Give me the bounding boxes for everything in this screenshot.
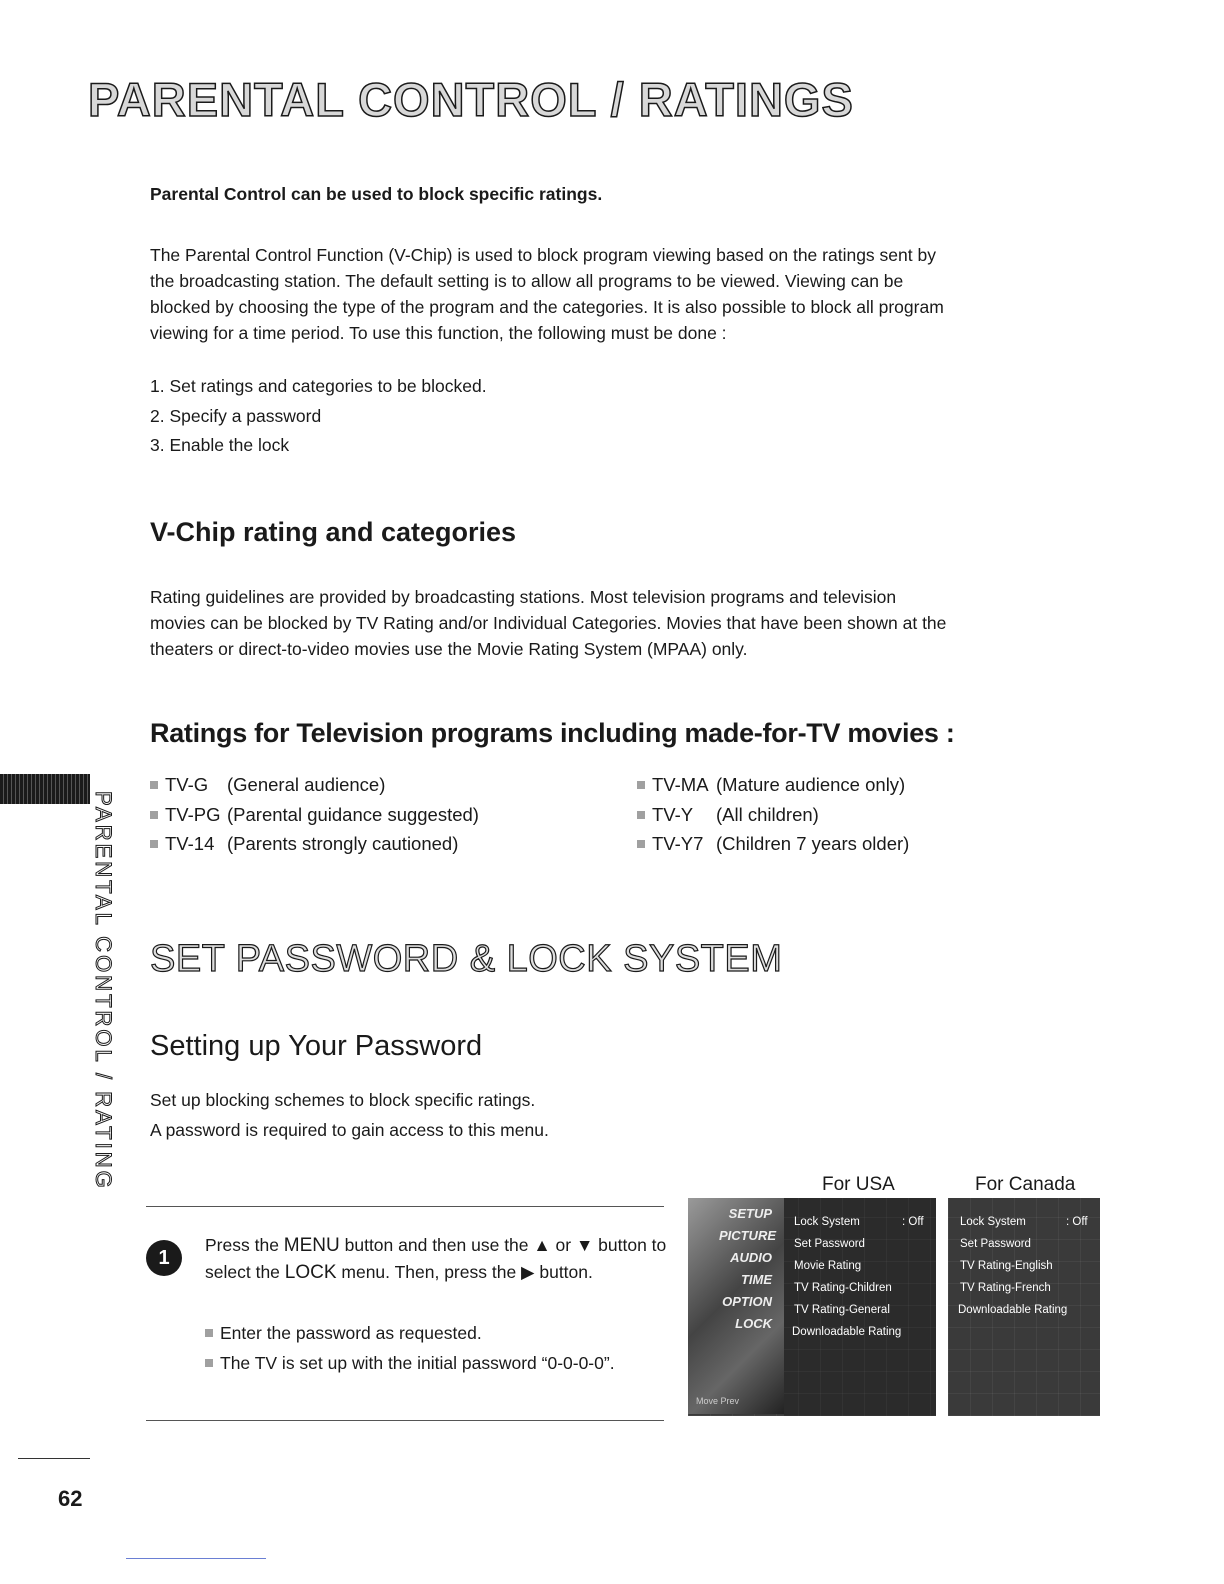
menu-item-tv-rating-french[interactable]: TV Rating-French [960, 1282, 1051, 1294]
menu-item-lock-system[interactable]: Lock System [794, 1216, 860, 1228]
step-number-badge: 1 [146, 1240, 182, 1276]
menu-item-set-password[interactable]: Set Password [794, 1238, 865, 1250]
tab-picture: PICTURE [718, 1228, 776, 1243]
rating-item: TV-Y (All children) [637, 800, 909, 830]
rating-item: TV-PG (Parental guidance suggested) [150, 800, 479, 830]
intro-steps [150, 372, 487, 461]
lock-system-value: : Off [902, 1216, 924, 1228]
page-number: 62 [58, 1486, 83, 1511]
intro-body: The Parental Control Function (V-Chip) is used to block program viewing based on the ratings sent by the broadcasting station. The default setting is to allow all programs to be viewed. Viewing can be blocked by choosing the type of the program and the categories. It is also possible to block all program viewing for a time period. To use this function, the following must be done : [150, 245, 944, 343]
intro-lead: Parental Control can be used to block specific ratings. [150, 184, 603, 204]
menu-footer: Move Prev [696, 1396, 740, 1406]
side-tab-marker [0, 774, 90, 804]
bullet-icon [637, 840, 645, 848]
tab-audio: AUDIO [730, 1250, 772, 1265]
ratings-right-list [637, 770, 909, 859]
menu-item-lock-system[interactable]: Lock System [960, 1216, 1026, 1228]
section-title: SET PASSWORD & LOCK SYSTEM [150, 938, 783, 980]
footer-divider [18, 1458, 90, 1459]
divider [146, 1206, 664, 1207]
tab-time: TIME [740, 1272, 772, 1287]
menu-item-tv-rating-children[interactable]: TV Rating-Children [794, 1282, 892, 1294]
divider [146, 1420, 664, 1421]
rating-item: TV-14 (Parents strongly cautioned) [150, 829, 479, 859]
menu-item-set-password[interactable]: Set Password [960, 1238, 1031, 1250]
section-subheading: Setting up Your Password [150, 1030, 483, 1062]
vchip-heading: V-Chip rating and categories [150, 517, 517, 547]
scan-mark [126, 1558, 266, 1559]
usa-label: For USA [822, 1174, 895, 1195]
usa-menu-panel [784, 1198, 936, 1416]
step-note: Enter the password as requested. [205, 1318, 615, 1348]
bullet-icon [205, 1359, 213, 1367]
ratings-left-list [150, 770, 479, 859]
step-notes [205, 1318, 615, 1378]
usa-lock-menu-screen [688, 1198, 936, 1416]
step-instruction: Press the MENU button and then use the ▲ or ▼ button to select the LOCK menu. Then, press the ▶ button. [205, 1235, 667, 1283]
section-description: Set up blocking schemes to block specific ratings. A password is required to gain access to this menu. [150, 1090, 549, 1140]
intro-step: 2. Specify a password [150, 405, 322, 426]
menu-item-downloadable-rating[interactable]: Downloadable Rating [958, 1304, 1068, 1316]
intro-step: 3. Enable the lock [150, 435, 290, 455]
page-title: PARENTAL CONTROL / RATINGS [88, 73, 854, 126]
vchip-body: Rating guidelines are provided by broadcasting stations. Most television programs and television movies can be blocked by TV Rating and/or Individual Categories. Movies that have been shown at the theaters or direct-to-video movies use the Movie Rating System (MPAA) only. [150, 587, 947, 659]
rating-item: TV-G (General audience) [150, 770, 479, 800]
bullet-icon [637, 781, 645, 789]
menu-item-downloadable-rating[interactable]: Downloadable Rating [792, 1326, 902, 1338]
menu-item-tv-rating-english[interactable]: TV Rating-English [960, 1260, 1053, 1272]
lock-system-value: : Off [1066, 1216, 1088, 1228]
step-note: The TV is set up with the initial password “0-0-0-0”. [205, 1348, 615, 1378]
intro-step: 1. Set ratings and categories to be blocked. [150, 376, 487, 396]
menu-item-movie-rating[interactable]: Movie Rating [794, 1260, 862, 1272]
tab-option: OPTION [722, 1294, 772, 1309]
bullet-icon [150, 811, 158, 819]
ratings-heading: Ratings for Television programs including made-for-TV movies : [150, 718, 955, 748]
rating-item: TV-MA (Mature audience only) [637, 770, 909, 800]
menu-item-tv-rating-general[interactable]: TV Rating-General [794, 1304, 890, 1316]
tab-lock: LOCK [735, 1316, 772, 1331]
bullet-icon [150, 781, 158, 789]
bullet-icon [637, 811, 645, 819]
rating-item: TV-Y7 (Children 7 years older) [637, 829, 909, 859]
tab-setup: SETUP [728, 1206, 772, 1221]
bullet-icon [205, 1329, 213, 1337]
bullet-icon [150, 840, 158, 848]
canada-lock-menu-screen [948, 1198, 1100, 1416]
canada-label: For Canada [975, 1174, 1076, 1195]
